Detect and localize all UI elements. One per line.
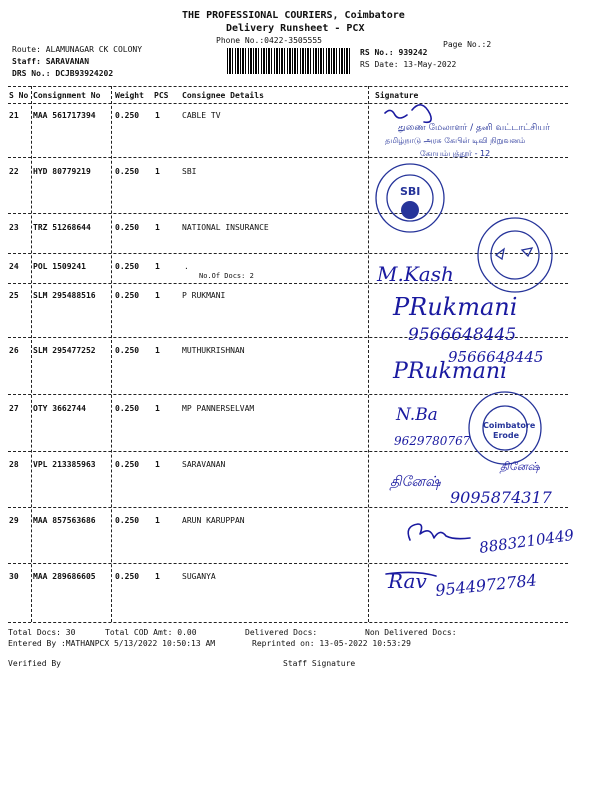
cell-consignee: . <box>184 262 189 271</box>
cell-sno: 21 <box>9 111 19 120</box>
total-docs: Total Docs: 30 <box>8 628 76 637</box>
seal-text: Coimbatore <box>483 421 536 430</box>
cell-consignment: TRZ 51268644 <box>33 223 91 232</box>
cell-consignee: SUGANYA <box>182 572 216 581</box>
cell-sno: 25 <box>9 291 19 300</box>
non-delivered-docs: Non Delivered Docs: <box>365 628 457 637</box>
handwritten-signature: தினேஷ் <box>390 474 441 490</box>
cell-consignment: HYD 80779219 <box>33 167 91 176</box>
cell-pcs: 1 <box>155 111 160 120</box>
cell-consignment: MAA 289686605 <box>33 572 96 581</box>
handwritten-phone: 9566648445 <box>408 325 517 345</box>
handwritten-signature <box>408 524 470 540</box>
handwritten-phone: 9566648445 <box>448 348 544 366</box>
cell-consignment: MAA 857563686 <box>33 516 96 525</box>
seal-text: Erode <box>493 431 520 440</box>
cell-consignment: MAA 561717394 <box>33 111 96 120</box>
cell-sno: 29 <box>9 516 19 525</box>
docs-count-note: No.Of Docs: 2 <box>199 272 254 280</box>
route: Route: ALAMUNAGAR CK COLONY <box>12 45 143 54</box>
cell-pcs: 1 <box>155 262 160 271</box>
cell-pcs: 1 <box>155 291 160 300</box>
handwritten-phone: 8883210449 <box>478 525 576 557</box>
verified-by: Verified By <box>8 659 61 668</box>
cell-sno: 30 <box>9 572 19 581</box>
cell-weight: 0.250 <box>115 291 140 300</box>
cell-consignment: POL 1509241 <box>33 262 86 271</box>
document-title: Delivery Runsheet - PCX <box>226 23 365 34</box>
total-cod: Total COD Amt: 0.00 <box>105 628 197 637</box>
cell-consignment: SLM 295477252 <box>33 346 96 355</box>
cell-consignment: VPL 213385963 <box>33 460 96 469</box>
cell-consignment: OTY 3662744 <box>33 404 86 413</box>
cell-pcs: 1 <box>155 572 160 581</box>
handwritten-phone: 9629780767 <box>394 434 471 448</box>
handwritten-phone: 9544972784 <box>434 570 538 600</box>
rs-number: RS No.: 939242 <box>360 48 428 57</box>
handwritten-signature: PRukmani <box>393 293 518 321</box>
reprinted-on: Reprinted on: 13-05-2022 10:53:29 <box>252 639 411 648</box>
cell-sno: 28 <box>9 460 19 469</box>
sbi-seal <box>376 164 444 232</box>
staff: Staff: SARAVANAN <box>12 57 90 66</box>
stamp-line: கோயம்புத்தூர் - 12 <box>420 149 491 158</box>
handwritten-signature <box>385 105 431 122</box>
cell-consignee: SARAVANAN <box>182 460 226 469</box>
cell-pcs: 1 <box>155 346 160 355</box>
staff-signature: Staff Signature <box>283 659 356 668</box>
cell-weight: 0.250 <box>115 460 140 469</box>
cell-sno: 27 <box>9 404 19 413</box>
handwritten-signature: M.Kash <box>377 262 454 286</box>
delivered-docs: Delivered Docs: <box>245 628 318 637</box>
phone-number: Phone No.:0422-3505555 <box>216 36 322 45</box>
handwritten-signature: தினேஷ் <box>500 460 540 473</box>
handwritten-signature: N.Ba <box>396 405 438 425</box>
entered-by: Entered By :MATHANPCX 5/13/2022 10:50:13 AM <box>8 639 216 648</box>
drs-number: DRS No.: DCJB93924202 <box>12 69 114 78</box>
cell-weight: 0.250 <box>115 223 140 232</box>
cell-pcs: 1 <box>155 516 160 525</box>
cell-consignment: SLM 295488516 <box>33 291 96 300</box>
cell-consignee: MUTHUKRISHNAN <box>182 346 245 355</box>
seal-text: SBI <box>400 185 421 198</box>
handwritten-phone: 9095874317 <box>450 488 552 507</box>
cell-sno: 24 <box>9 262 19 271</box>
cell-weight: 0.250 <box>115 262 140 271</box>
insurance-seal <box>478 218 552 292</box>
cell-consignee: SBI <box>182 167 197 176</box>
stamp-line: தமிழ்நாடு அரசு கேபிள் டிவி நிறுவனம் <box>385 136 526 145</box>
cell-sno: 22 <box>9 167 19 176</box>
stamp-line: துணை மேலாளர் / தனி வட்டாட்சியர் <box>398 123 550 133</box>
col-header-consignment: Consignment No <box>33 91 101 100</box>
page-number: Page No.:2 <box>443 40 492 49</box>
cell-weight: 0.250 <box>115 346 140 355</box>
cell-consignee: MP PANNERSELVAM <box>182 404 255 413</box>
company-seal <box>469 392 541 464</box>
cell-pcs: 1 <box>155 167 160 176</box>
col-header-sno: S No <box>9 91 29 100</box>
col-header-weight: Weight <box>115 91 144 100</box>
handwritten-signature: Rav <box>388 569 427 593</box>
cell-pcs: 1 <box>155 460 160 469</box>
company-title: THE PROFESSIONAL COURIERS, Coimbatore <box>182 10 405 21</box>
col-header-signature: Signature <box>375 91 419 100</box>
cell-consignee: NATIONAL INSURANCE <box>182 223 269 232</box>
handwritten-signature: PRukmani <box>393 359 508 384</box>
cell-sno: 26 <box>9 346 19 355</box>
col-header-consignee: Consignee Details <box>182 91 264 100</box>
cell-weight: 0.250 <box>115 516 140 525</box>
rs-date: RS Date: 13-May-2022 <box>360 60 457 69</box>
cell-pcs: 1 <box>155 223 160 232</box>
cell-consignee: CABLE TV <box>182 111 221 120</box>
cell-sno: 23 <box>9 223 19 232</box>
cell-weight: 0.250 <box>115 404 140 413</box>
cell-pcs: 1 <box>155 404 160 413</box>
cell-weight: 0.250 <box>115 572 140 581</box>
cell-consignee: P RUKMANI <box>182 291 226 300</box>
col-header-pcs: PCS <box>154 91 169 100</box>
cell-weight: 0.250 <box>115 111 140 120</box>
cell-weight: 0.250 <box>115 167 140 176</box>
cell-consignee: ARUN KARUPPAN <box>182 516 245 525</box>
